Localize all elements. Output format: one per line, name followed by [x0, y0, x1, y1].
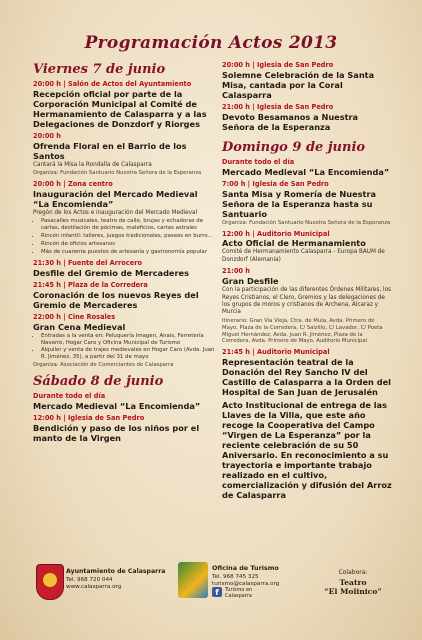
facebook-icon[interactable]: f — [212, 587, 222, 597]
event-title: Desfile del Gremio de Mercaderes — [33, 267, 189, 278]
event — [222, 62, 392, 100]
page-title: Programación Actos 2013 — [84, 33, 338, 53]
event-time: 20:00 h | Zona centro — [33, 180, 113, 189]
event-organizer: Organiza: Fundación Santuario Nuestra Señora de la Esperanza — [222, 219, 391, 226]
event — [222, 159, 392, 177]
event-title: Bendición y paso de los niños por el manto de la Virgen — [33, 422, 200, 443]
event — [222, 181, 392, 227]
list-item: • Entradas a la venta en: Peluquería Imagen, Anais, Ferretería Navarro, Hogar Caro y Oficina Municipal de Turismo — [41, 333, 215, 347]
event-description: Pregón de los Actos e inauguración del Mercado Medieval — [33, 210, 198, 216]
event-time: 12:00 h | Auditorio Municipal — [222, 229, 330, 238]
event-title: Coronación de los nuevos Reyes del Gremio de Mercaderes — [33, 289, 199, 310]
event-description: Con la participación de las diferentes Órdenes Militares, los Reyes Cristianos, el Clero, Gremios y las delegaciones de los grupos de moros y cristianos de Archena, Alcaraz y Murcia — [222, 287, 392, 316]
event-title: Gran Cena Medieval — [33, 321, 126, 332]
event-title: Gran Desfile — [222, 276, 279, 287]
tourism-logo-icon — [178, 562, 208, 598]
event — [33, 81, 215, 129]
event — [222, 104, 392, 132]
event-title: Inauguración del Mercado Medieval “La Encomienda” — [33, 189, 198, 209]
event-title: Devoto Besamanos a Nuestra Señora de la Esperanza — [222, 111, 359, 132]
event-description: Comité de Hermanamiento Calasparra - Europa BAUM de Donzdorf (Alemania) — [222, 249, 385, 263]
town-crest-icon — [36, 564, 64, 600]
event-route: Itinerario: Gran Vía Vieja, Ctra. de Mula, Avda. Primero de Mayo, Plaza de la Corredera, C/ Salzillo, C/ Lavador, C/ Poeta Miguel Hernández, Avda. Juan R. Jiménez, Plaza de la Corredera, Avda. Primero de Mayo, Auditorio Municipal — [222, 317, 383, 345]
list-item: • Rincón infantil: talleres, juegos tradicionales, paseos en burro… — [41, 233, 215, 240]
event-title: Solemne Celebración de la Santa Misa, cantada por la Coral Calasparra — [222, 69, 375, 100]
event-time: Durante todo el día — [222, 157, 295, 166]
event-time: 21:45 h | Auditorio Municipal — [222, 348, 330, 357]
town-hall-contact — [66, 568, 165, 592]
event-title: Recepción oficial por parte de la Corporación Municipal al Comité de Hermanamiento de Calasparra y a las Delegaciones de Donzdorf y Riorges — [33, 88, 207, 129]
left-column — [33, 62, 215, 443]
event — [33, 181, 215, 256]
list-item: • Rincón de oficios artesanos — [41, 241, 215, 248]
event-time: 21:30 h | Fuente del Arrocero — [33, 258, 142, 267]
event — [222, 268, 392, 345]
event-organizer: Organiza: Fundación Santuario Nuestra Señora de la Esperanza — [33, 170, 202, 177]
list-item: • Pasacalles musicales, teatro de calle, brujas y echadoras de cartas, destilación de pócimas, maleficios, cartas astrales — [41, 218, 215, 232]
event — [33, 415, 215, 443]
tourism-office-email[interactable]: turismo@calasparra.org — [212, 581, 280, 588]
event-time: 22:00 h | Cine Rosales — [33, 312, 116, 321]
day-heading-friday: Viernes 7 de junio — [33, 62, 166, 77]
event — [33, 393, 215, 411]
event-time: 12:00 h | Iglesia de San Pedro — [33, 414, 145, 423]
event — [33, 282, 215, 310]
event-time: Durante todo el día — [33, 392, 106, 401]
collaborator-name-line: Teatro — [339, 578, 367, 587]
collaborator-label: Colabora: — [338, 569, 368, 576]
tourism-office-phone: Tel. 968 745 325 — [212, 573, 259, 580]
event-title: Mercado Medieval “La Encomienda” — [222, 166, 390, 177]
event-time: 21:00 h | Iglesia de San Pedro — [222, 102, 334, 111]
town-hall-name: Ayuntamiento de Calasparra — [66, 568, 166, 575]
event-title: Santa Misa y Romería de Nuestra Señora de la Esperanza hasta su Santuario — [222, 188, 377, 219]
event-time: 21:45 h | Plaza de la Corredera — [33, 280, 148, 289]
event-time: 21:00 h — [222, 267, 250, 276]
facebook-label-line: Turismo en — [225, 587, 253, 593]
event-title: Ofrenda Floral en el Barrio de los Santos — [33, 140, 187, 161]
event-title: Representación teatral de la Donación del Rey Sancho IV del Castillo de Calasparra a la Orden del Hospital de San Juan de Jerusalén — [222, 357, 391, 398]
event — [33, 260, 215, 278]
right-column — [222, 62, 392, 500]
event-title: Acto Oficial de Hermanamiento — [222, 238, 366, 249]
event-title: Mercado Medieval “La Encomienda” — [33, 401, 201, 412]
event — [222, 349, 392, 500]
tourism-office-name: Oficina de Turismo — [212, 564, 279, 572]
event-title: Acto Institucional de entrega de las Llaves de la Villa, que este año recoge la Cooperativa del Campo “Virgen de La Esperanza” por la reciente celebración de su 50 Aniversario. En reconocimiento a su trayectoria e importante trabajo realizado en el cultivo, comercialización y difusión del Arroz de Calasparra — [222, 400, 392, 501]
day-heading-sunday: Domingo 9 de junio — [222, 139, 366, 155]
event — [222, 231, 392, 265]
event-time: 20:00 h | Salón de Actos del Ayuntamiento — [33, 80, 192, 88]
event-time: 20:00 h | Iglesia de San Pedro — [222, 61, 334, 69]
list-item: • Más de cuarenta puestos de artesanía y gastronomía popular — [41, 249, 215, 256]
collaborator-logo-text — [322, 579, 384, 596]
event-time: 20:00 h — [33, 131, 61, 140]
town-hall-phone: Tel. 968 720 044 — [66, 576, 113, 583]
event — [33, 314, 215, 369]
event — [33, 133, 215, 177]
facebook-page-label[interactable] — [225, 587, 252, 599]
collaborator-name-line: “El Molinico” — [324, 586, 382, 596]
event-time: 7:00 h | Iglesia de San Pedro — [222, 179, 329, 188]
event-bullet-list — [33, 218, 215, 256]
event-organizer: Organiza: Asociación de Comerciantes de Calasparra — [33, 362, 174, 369]
facebook-label-line: Calasparra — [225, 593, 252, 599]
town-hall-website[interactable]: www.calasparra.org — [66, 584, 122, 591]
list-item: • Alquiler y venta de trajes medievales en Hogar Caro (Avda. Juan R. Jiménez, 35), a partir del 31 de mayo — [41, 347, 215, 361]
footer — [0, 554, 422, 640]
event-description: Cantará la Misa la Rondalla de Calasparra — [33, 161, 152, 168]
tourism-office-contact — [212, 564, 279, 589]
day-heading-saturday: Sábado 8 de junio — [33, 374, 164, 390]
event-bullet-list — [33, 333, 215, 362]
